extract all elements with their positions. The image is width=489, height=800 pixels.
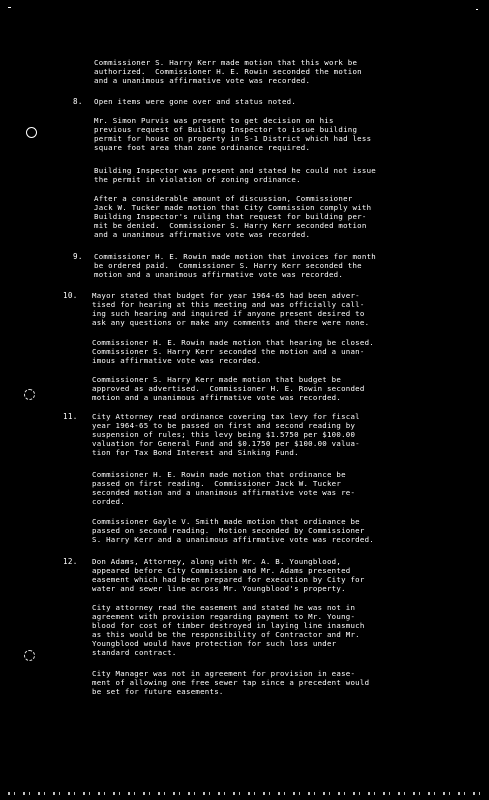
item-10-paragraph-3: Commissioner S. Harry Kerr made motion that budget be approved as advertised. Commissioner H. E. Rowin seconded motion and a unanimous affirmative vote was recorded. bbox=[92, 375, 365, 402]
item-number-11: 11. bbox=[63, 412, 78, 421]
item-8-paragraph-2: Mr. Simon Purvis was present to get decision on his previous request of Building Inspector to issue building permit for house on property in S-1 District which had less square foot area than zone ordinance required. bbox=[94, 116, 372, 152]
item-8-paragraph-1: Open items were gone over and status noted. bbox=[94, 97, 297, 106]
item-11-paragraph-1: City Attorney read ordinance covering tax levy for fiscal year 1964-65 to be passed on first and second reading by suspension of rules; this levy being $1.5750 per $100.00 valuation for General Fund and $0.1750 per $100.00 valua- tion for Tax Bond Interest and Sinking Fund. bbox=[92, 412, 360, 457]
scan-edge-noise bbox=[8, 792, 481, 795]
item-12-paragraph-2: City attorney read the easement and stated he was not in agreement with provision regarding payment to Mr. Young- blood for cost of timber destroyed in laying line inasmuch as this would be the responsibility of Contractor and Mr. Youngblood would have protection for such loss under standard contract. bbox=[92, 603, 365, 657]
intro-paragraph: Commissioner S. Harry Kerr made motion that this work be authorized. Commissioner H. E. Rowin seconded the motion and a unanimous affirmative vote was recorded. bbox=[94, 58, 362, 85]
item-number-8: 8. bbox=[73, 97, 83, 106]
item-12-paragraph-3: City Manager was not in agreement for provision in ease- ment of allowing one free sewer tap since a precedent would be set for future easements. bbox=[92, 669, 370, 696]
item-12-paragraph-1: Don Adams, Attorney, along with Mr. A. B. Youngblood, appeared before City Commission and Mr. Adams presented easement which had been prepared for execution by City for water and sewer line across Mr. Youngblood's property. bbox=[92, 557, 365, 593]
punch-hole-middle bbox=[24, 389, 35, 400]
item-8-paragraph-4: After a considerable amount of discussion, Commissioner Jack W. Tucker made motion that City Commission comply with Building Inspector's ruling that request for building per- mit be denied. Commissioner S. Harry Kerr seconded motion and a unanimous affirmative vote was recorded. bbox=[94, 194, 372, 239]
scan-speck bbox=[476, 9, 478, 10]
item-number-10: 10. bbox=[63, 291, 78, 300]
item-11-paragraph-2: Commissioner H. E. Rowin made motion that ordinance be passed on first reading. Commissioner Jack W. Tucker seconded motion and a unanimous affirmative vote was re- corded. bbox=[92, 470, 356, 506]
punch-hole-bottom bbox=[24, 650, 35, 661]
item-8-paragraph-3: Building Inspector was present and stated he could not issue the permit in violation of zoning ordinance. bbox=[94, 166, 376, 184]
punch-hole-top bbox=[26, 127, 37, 138]
item-number-9: 9. bbox=[73, 252, 83, 261]
item-10-paragraph-1: Mayor stated that budget for year 1964-65 had been adver- tised for hearing at this meeting and was officially call- ing such hearing and inquired if anyone present desired to ask any questions or make any comments and there were none. bbox=[92, 291, 370, 327]
item-10-paragraph-2: Commissioner H. E. Rowin made motion that hearing be closed. Commissioner S. Harry Kerr seconded the motion and a unan- imous affirmative vote was recorded. bbox=[92, 338, 374, 365]
scan-speck bbox=[8, 7, 11, 8]
item-11-paragraph-3: Commissioner Gayle V. Smith made motion that ordinance be passed on second reading. Motion seconded by Commissioner S. Harry Kerr and a unanimous affirmative vote was recorded. bbox=[92, 517, 374, 544]
item-9-paragraph-1: Commissioner H. E. Rowin made motion that invoices for month be ordered paid. Commissioner S. Harry Kerr seconded the motion and a unanimous affirmative vote was recorded. bbox=[94, 252, 376, 279]
item-number-12: 12. bbox=[63, 557, 78, 566]
